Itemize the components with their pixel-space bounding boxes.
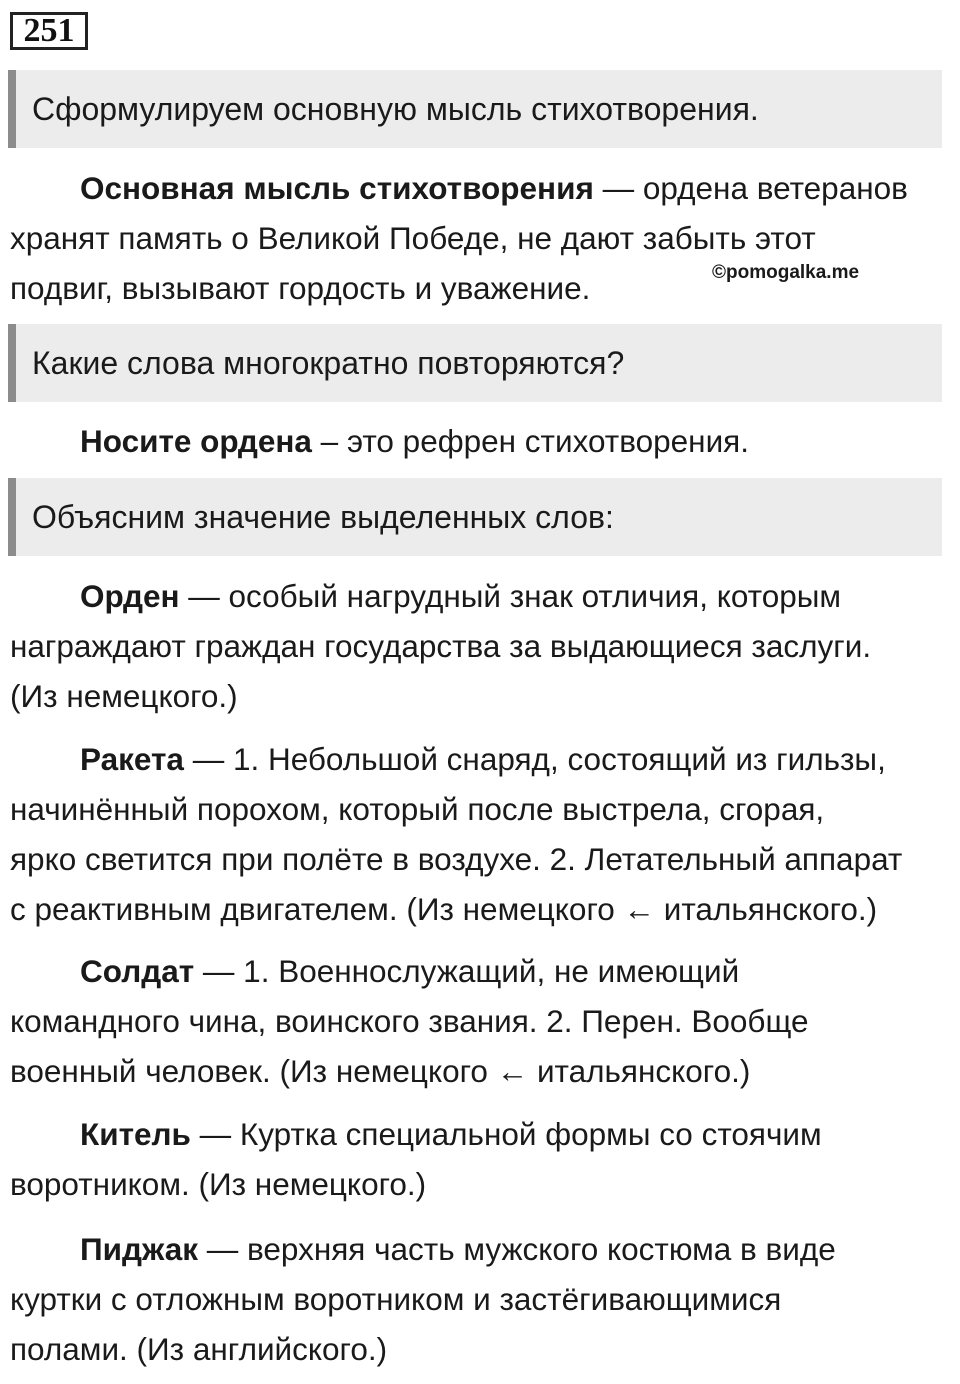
definition-text: — 1. Военнослужащий, не имеющий xyxy=(194,953,740,989)
definition-text: — Куртка специальной формы со стоячим xyxy=(190,1116,822,1152)
definition-text: командного чина, воинского звания. 2. Перен. Вообще xyxy=(10,1003,809,1039)
question-repeated-words: Какие слова многократно повторяются? xyxy=(8,324,942,402)
definition-text: (Из немецкого.) xyxy=(10,678,238,714)
question-main-idea: Сформулируем основную мысль стихотворения. xyxy=(8,70,942,148)
refrain-paragraph xyxy=(10,416,950,466)
definition-term: Солдат xyxy=(80,953,195,989)
definition-text: награждают граждан государства за выдающиеся заслуги. xyxy=(10,628,872,664)
definition-text: ярко светится при полёте в воздухе. 2. Летательный аппарат xyxy=(10,841,903,877)
definition-text: военный человек. (Из немецкого ← итальянского.) xyxy=(10,1053,751,1089)
definition-text: — 1. Небольшой снаряд, состоящий из гильзы, xyxy=(183,741,886,777)
main-idea-text-1: — ордена ветеранов xyxy=(593,170,908,206)
definition-orden xyxy=(10,571,950,721)
definition-text: воротником. (Из немецкого.) xyxy=(10,1166,427,1202)
main-idea-text-3: подвиг, вызывают гордость и уважение. xyxy=(10,270,591,306)
refrain-term: Носите ордена xyxy=(80,423,312,459)
definition-soldat xyxy=(10,946,950,1096)
main-idea-paragraph xyxy=(10,163,950,313)
question-explain-words: Объясним значение выделенных слов: xyxy=(8,478,942,556)
refrain-text: – это рефрен стихотворения. xyxy=(311,423,749,459)
definition-text: начинённый порохом, который после выстрела, сгорая, xyxy=(10,791,825,827)
definition-term: Китель xyxy=(80,1116,191,1152)
definition-text: — верхняя часть мужского костюма в виде xyxy=(198,1231,836,1267)
definition-term: Пиджак xyxy=(80,1231,199,1267)
watermark-text: ©pomogalka.me xyxy=(712,262,860,283)
definition-text: — особый нагрудный знак отличия, которым xyxy=(179,578,842,614)
task-number: 251 xyxy=(10,12,88,50)
definition-text: полами. (Из английского.) xyxy=(10,1331,388,1367)
definition-kitel xyxy=(10,1109,950,1209)
definition-text: куртки с отложным воротником и застёгивающимися xyxy=(10,1281,782,1317)
definition-text: с реактивным двигателем. (Из немецкого ← итальянского.) xyxy=(10,891,878,927)
definition-raketa xyxy=(10,734,950,934)
definition-pidzhak xyxy=(10,1224,950,1374)
main-idea-text-2: хранят память о Великой Победе, не дают забыть этот xyxy=(10,220,816,256)
definition-term: Ракета xyxy=(80,741,184,777)
definition-term: Орден xyxy=(80,578,180,614)
main-idea-term: Основная мысль стихотворения xyxy=(80,170,594,206)
